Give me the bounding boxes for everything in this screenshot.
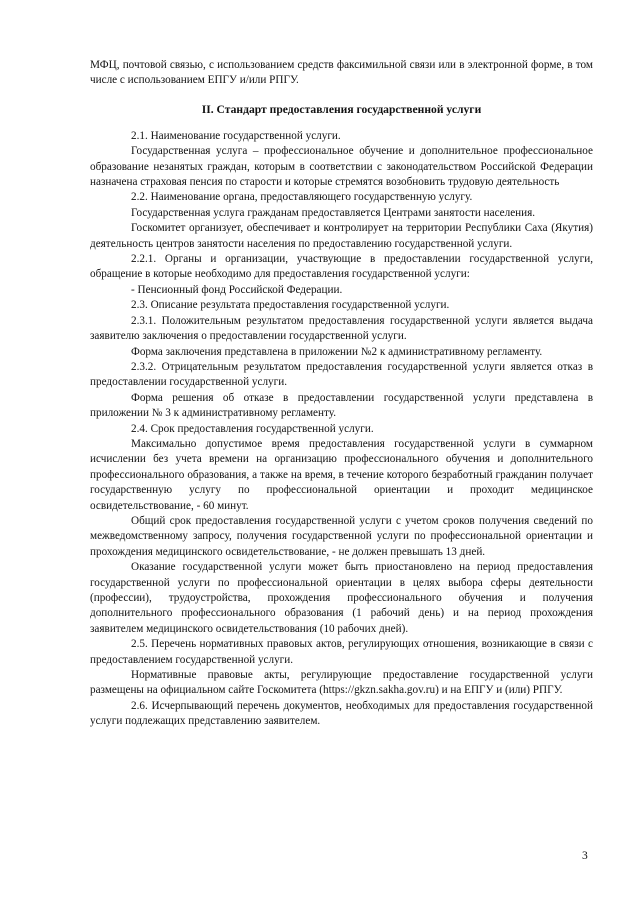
paragraph-form-refusal: Форма решения об отказе в предоставлении государственной услуги представлена в приложении № 3 к административному регламенту.: [90, 391, 593, 420]
paragraph-2-1: 2.1. Наименование государственной услуги.: [131, 129, 341, 142]
paragraph-2-3: 2.3. Описание результата предоставления государственной услуги.: [131, 299, 450, 312]
document-page: [90, 58, 593, 730]
paragraph-total-term: Общий срок предоставления государственной услуги с учетом сроков получения сведений по межведомственному запросу, получения государственной услуги по профессиональной ориентации и прохождения медицинского освидетельствование, - не должен превышать 13 дней.: [90, 514, 593, 558]
paragraph-provider: Государственная услуга гражданам предоставляется Центрами занятости населения.: [131, 206, 536, 219]
paragraph-2-2: 2.2. Наименование органа, предоставляющего государственную услугу.: [131, 191, 473, 204]
page-number: 3: [582, 850, 588, 862]
paragraph-form-conclusion: Форма заключения представлена в приложении №2 к административному регламенту.: [131, 345, 543, 358]
paragraph-goskomitet: Госкомитет организует, обеспечивает и контролирует на территории Республики Саха (Якутия) деятельность центров занятости населения по предоставлению государственной услуги.: [90, 222, 593, 250]
paragraph-2-5: 2.5. Перечень нормативных правовых актов, регулирующих отношения, возникающие в связи с предоставлением государственной услуги.: [90, 638, 593, 666]
paragraph-2-2-1: 2.2.1. Органы и организации, участвующие в предоставлении государственной услуги, обращение в которые необходимо для предоставления государственной услуги:: [90, 253, 593, 281]
paragraph-pension-fund: - Пенсионный фонд Российской Федерации.: [131, 283, 343, 296]
paragraph-suspension: Оказание государственной услуги может быть приостановлено на период предоставления государственной услуги по профессиональной ориентации в целях выбора сферы деятельности (профессии), трудоустройства, прохождения профессионального обучения и получения дополнительного профессионального образования (1 рабочий день) и на период прохождения заявителем медицинского освидетельствования (10 рабочих дней).: [90, 561, 593, 635]
paragraph-2-3-2: 2.3.2. Отрицательным результатом предоставления государственной услуги является отказ в предоставлении государственной услуги.: [90, 360, 593, 389]
paragraph-normative-acts: Нормативные правовые акты, регулирующие предоставление государственной услуги размещены на официальном сайте Госкомитета (https://gkzn.sakha.gov.ru) и на ЕПГУ и (или) РПГУ.: [90, 669, 593, 697]
intro-paragraph: МФЦ, почтовой связью, с использованием средств факсимильной связи или в электронной форме, в том числе с использованием ЕПГУ и/или РПГУ.: [90, 59, 593, 87]
paragraph-2-3-1: 2.3.1. Положительным результатом предоставления государственной услуги является выдача заявителю заключения о предоставлении государственной услуги.: [90, 314, 593, 343]
paragraph-2-4: 2.4. Срок предоставления государственной услуги.: [131, 422, 374, 435]
paragraph-service-definition: Государственная услуга – профессиональное обучение и дополнительное профессиональное образование незанятых граждан, которым в соответствии с законодательством Российской Федерации назначена страховая пенсия по старости и которые стремятся возобновить трудовую деятельность: [90, 145, 593, 189]
paragraph-max-time: Максимально допустимое время предоставления государственной услуги в суммарном исчислении без учета времени на организацию профессионального обучения и дополнительного профессионального образования, а также на время, в течение которого безработный гражданин получает государственную услугу по профессиональной ориентации и проходит медицинское освидетельствование, - 60 минут.: [90, 437, 593, 512]
paragraph-2-6: 2.6. Исчерпывающий перечень документов, необходимых для предоставления государственной услуги подлежащих представлению заявителем.: [90, 699, 593, 728]
section-title: II. Стандарт предоставления государственной услуги: [201, 102, 482, 116]
